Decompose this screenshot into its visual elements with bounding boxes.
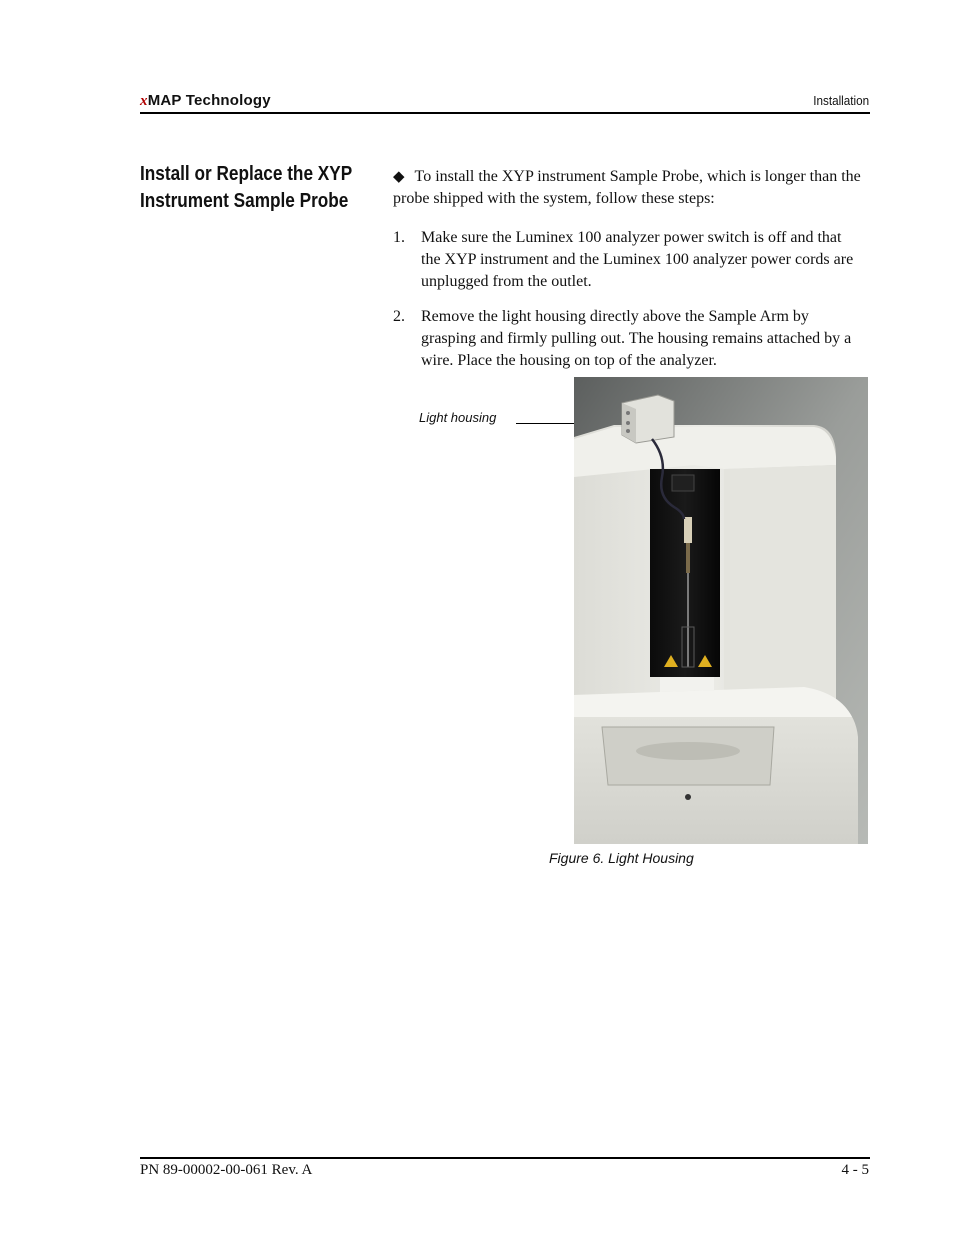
figure-callout-label: Light housing <box>419 410 497 425</box>
step-item <box>393 227 863 297</box>
step-item <box>393 306 863 376</box>
page-number: 4 - 5 <box>841 1162 869 1178</box>
section-heading-line1: Install or Replace the XYP <box>140 163 353 185</box>
footer-rule <box>140 1157 870 1159</box>
part-number: PN 89-00002-00-061 Rev. A <box>140 1162 313 1178</box>
step-number: 1. <box>393 229 405 246</box>
header-rule <box>140 112 870 114</box>
analyzer-photo <box>574 377 868 844</box>
brand-prefix: x <box>140 93 148 109</box>
step-number: 2. <box>393 308 405 325</box>
running-header-section: Installation <box>813 93 869 108</box>
brand-name: MAP Technology <box>147 92 271 109</box>
step-text: Remove the light housing directly above the Sample Arm by grasping and firmly pulling out. The housing remains attached by a wire. Place the housing on top of the analyzer. <box>421 308 852 369</box>
figure-caption: Figure 6. Light Housing <box>549 850 694 866</box>
diamond-bullet-icon: ◆ <box>393 167 405 185</box>
step-text: Make sure the Luminex 100 analyzer power switch is off and that the XYP instrument and the Luminex 100 analyzer power cords are unplugged from the outlet. <box>421 229 854 290</box>
intro-paragraph <box>393 165 863 210</box>
intro-text: To install the XYP instrument Sample Probe, which is longer than the probe shipped with the system, follow these steps: <box>393 168 861 207</box>
section-heading-line2: Instrument Sample Probe <box>140 190 349 212</box>
section-heading <box>140 161 381 215</box>
running-header-brand <box>140 92 271 110</box>
